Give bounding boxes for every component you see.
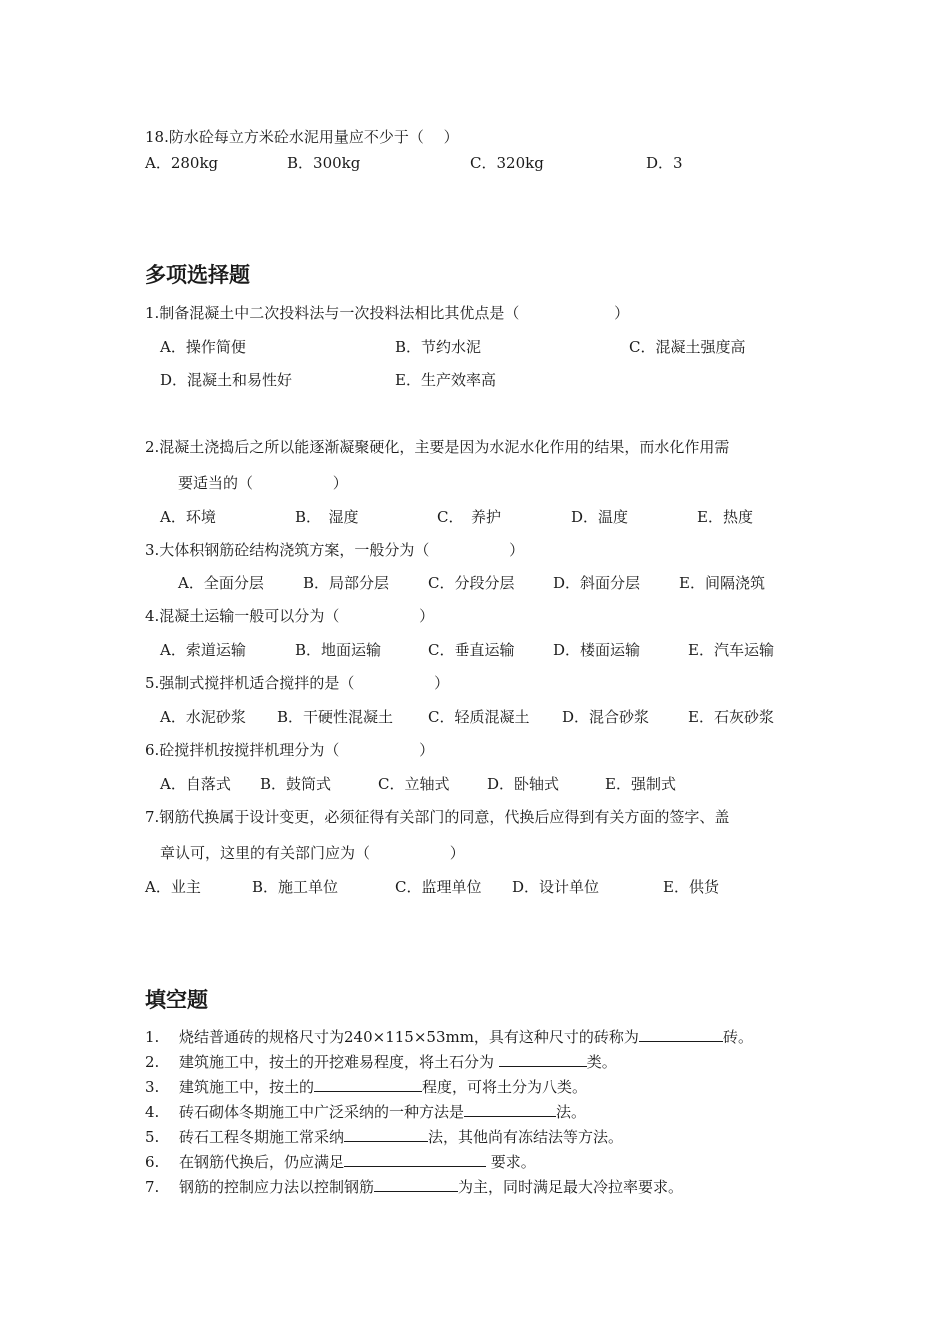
multi-q2-option-d: D．温度	[571, 508, 629, 526]
multi-q2-stem: 2.混凝土浇捣后之所以能逐渐凝聚硬化，主要是因为水泥水化作用的结果，而水化作用需	[145, 438, 730, 456]
fill-item-number: 5.	[145, 1128, 160, 1146]
multi-q5-option-c: C．轻质混凝土	[428, 708, 530, 726]
multi-q4-option-c: C．垂直运输	[428, 641, 515, 659]
fill-item-3	[145, 1077, 587, 1097]
multi-q2-option-a: A．环境	[160, 508, 216, 526]
multi-q1-option-d: D．混凝土和易性好	[160, 371, 293, 389]
answer-blank[interactable]	[344, 1152, 486, 1167]
multi-q4-option-d: D．楼面运输	[553, 641, 641, 659]
fill-item-text: 砖石工程冬期施工常采纳	[179, 1128, 345, 1146]
multi-q6-option-b: B．鼓筒式	[260, 775, 332, 793]
answer-blank[interactable]	[314, 1077, 422, 1092]
multi-q7-stem: 7.钢筋代换属于设计变更，必须征得有关部门的同意，代换后应得到有关方面的签字、盖	[145, 808, 730, 826]
multi-q5-option-b: B．干硬性混凝土	[277, 708, 394, 726]
answer-blank[interactable]	[344, 1127, 428, 1142]
answer-blank[interactable]	[499, 1052, 587, 1067]
fill-item-number: 6.	[145, 1153, 160, 1171]
multi-q6-option-a: A．自落式	[160, 775, 231, 793]
fill-item-text: 烧结普通砖的规格尺寸为240×115×53mm，具有这种尺寸的砖称为	[179, 1028, 639, 1046]
q18-option-d: D．3	[646, 154, 683, 172]
fill-item-text: 建筑施工中，按土的开挖难易程度，将土石分为	[179, 1053, 499, 1071]
multi-q1-option-b: B．节约水泥	[395, 338, 482, 356]
fill-item-text: 砖石砌体冬期施工中广泛采纳的一种方法是	[179, 1103, 465, 1121]
multi-q3-option-b: B．局部分层	[303, 574, 390, 592]
fill-item-text: 程度，可将土分为八类。	[422, 1078, 588, 1096]
multi-q2-option-b: B． 湿度	[295, 508, 359, 526]
multi-q3-option-a: A．全面分层	[178, 574, 264, 592]
fill-item-1	[145, 1027, 753, 1047]
multi-q4-option-b: B．地面运输	[295, 641, 382, 659]
multi-q7-option-e: E．供货	[663, 878, 719, 896]
answer-blank[interactable]	[464, 1102, 556, 1117]
multi-q6-option-c: C．立轴式	[378, 775, 450, 793]
multi-q5-stem: 5.强制式搅拌机适合搅拌的是（ ）	[145, 674, 450, 692]
fill-item-7	[145, 1177, 683, 1197]
fill-item-2	[145, 1052, 617, 1072]
q18-option-b: B．300kg	[287, 154, 361, 172]
fill-item-text: 类。	[586, 1053, 617, 1071]
multi-q1-option-a: A．操作简便	[160, 338, 246, 356]
answer-blank[interactable]	[639, 1027, 723, 1042]
multi-q2-stem-cont: 要适当的（ ）	[178, 474, 348, 492]
multi-q7-option-c: C．监理单位	[395, 878, 482, 896]
fill-item-4	[145, 1102, 586, 1122]
fill-item-text: 建筑施工中，按土的	[179, 1078, 315, 1096]
q18-option-a: A．280kg	[145, 154, 219, 172]
multi-q4-option-e: E．汽车运输	[688, 641, 774, 659]
fill-item-text: 在钢筋代换后，仍应满足	[179, 1153, 345, 1171]
multi-q7-option-a: A．业主	[145, 878, 201, 896]
fill-item-number: 4.	[145, 1103, 160, 1121]
multi-q7-stem-cont: 章认可，这里的有关部门应为（ ）	[160, 844, 465, 862]
multi-q5-option-d: D．混合砂浆	[562, 708, 650, 726]
fill-item-5	[145, 1127, 623, 1147]
fill-item-text: 钢筋的控制应力法以控制钢筋	[179, 1178, 375, 1196]
fill-item-text: 法。	[556, 1103, 587, 1121]
multi-q3-option-d: D．斜面分层	[553, 574, 641, 592]
fill-item-text: 法，其他尚有冻结法等方法。	[428, 1128, 624, 1146]
multi-q7-option-b: B．施工单位	[252, 878, 339, 896]
multi-q5-option-a: A．水泥砂浆	[160, 708, 246, 726]
multi-q2-option-c: C． 养护	[437, 508, 501, 526]
fill-item-text: 砖。	[722, 1028, 753, 1046]
fill-in-heading: 填空题	[145, 988, 208, 1012]
multi-q3-option-e: E．间隔浇筑	[679, 574, 765, 592]
multi-choice-heading: 多项选择题	[145, 263, 250, 287]
fill-item-6	[145, 1152, 536, 1172]
multi-q3-option-c: C．分段分层	[428, 574, 515, 592]
fill-item-number: 3.	[145, 1078, 160, 1096]
multi-q1-option-e: E．生产效率高	[395, 371, 496, 389]
multi-q7-option-d: D．设计单位	[512, 878, 600, 896]
multi-q3-stem: 3.大体积钢筋砼结构浇筑方案，一般分为（ ）	[145, 541, 525, 559]
multi-q4-option-a: A．索道运输	[160, 641, 246, 659]
multi-q6-option-e: E．强制式	[605, 775, 676, 793]
multi-q6-option-d: D．卧轴式	[487, 775, 560, 793]
fill-item-number: 7.	[145, 1178, 160, 1196]
fill-item-number: 2.	[145, 1053, 160, 1071]
multi-q1-stem: 1.制备混凝土中二次投料法与一次投料法相比其优点是（ ）	[145, 304, 630, 322]
fill-item-text: 为主，同时满足最大冷拉率要求。	[458, 1178, 684, 1196]
fill-item-text: 要求。	[486, 1153, 536, 1171]
answer-blank[interactable]	[374, 1177, 458, 1192]
multi-q6-stem: 6.砼搅拌机按搅拌机理分为（ ）	[145, 741, 435, 759]
multi-q4-stem: 4.混凝土运输一般可以分为（ ）	[145, 607, 435, 625]
q18-option-c: C．320kg	[470, 154, 544, 172]
question-18-stem: 18.防水砼每立方米砼水泥用量应不少于（ ）	[145, 128, 459, 146]
fill-item-number: 1.	[145, 1028, 160, 1046]
multi-q5-option-e: E．石灰砂浆	[688, 708, 774, 726]
multi-q1-option-c: C．混凝土强度高	[629, 338, 746, 356]
multi-q2-option-e: E．热度	[697, 508, 753, 526]
